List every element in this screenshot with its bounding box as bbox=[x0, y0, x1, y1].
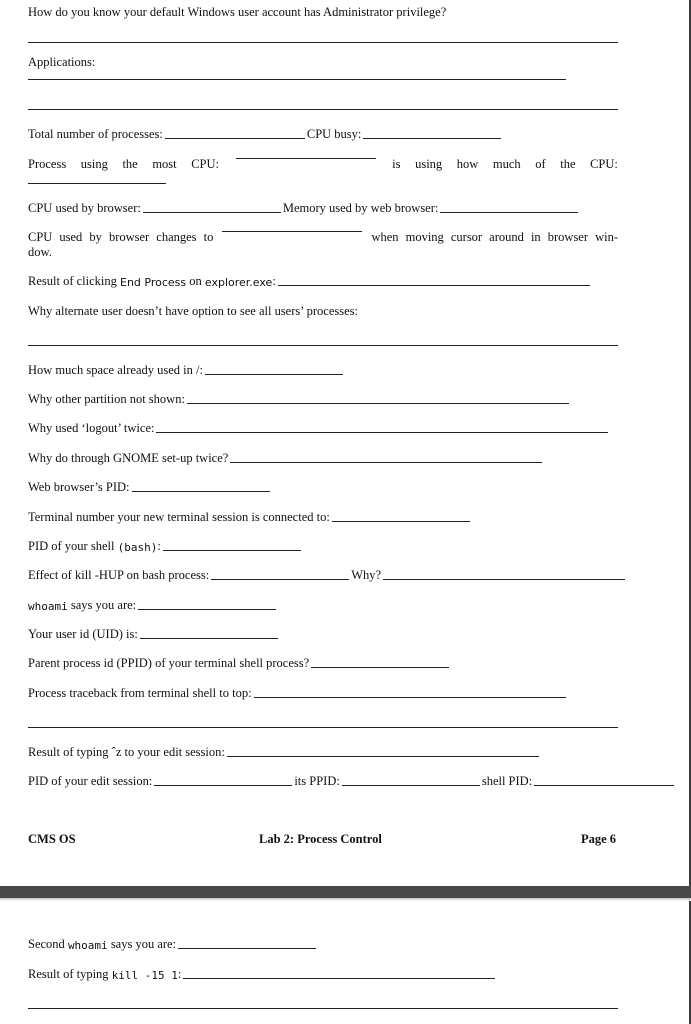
row-traceback bbox=[28, 686, 568, 701]
footer-lab-title: Lab 2: Process Control bbox=[259, 832, 382, 846]
answer-blank-whoami bbox=[138, 608, 276, 610]
question-edit-pid: PID of your edit session: bbox=[28, 774, 153, 788]
colon: : bbox=[177, 967, 182, 981]
answer-line-traceback-2 bbox=[28, 727, 618, 728]
question-logout-twice: Why used ‘logout’ twice: bbox=[28, 421, 155, 435]
kill-code: kill -15 1 bbox=[111, 969, 178, 982]
row-second-whoami bbox=[28, 937, 318, 952]
word: Process bbox=[28, 157, 67, 171]
word: around bbox=[489, 230, 524, 244]
question-cpu-changes-continuation: dow. bbox=[28, 245, 52, 259]
question-memory-browser: Memory used by web browser: bbox=[282, 201, 439, 215]
row-shell-pid bbox=[28, 539, 303, 554]
row-cpu-browser bbox=[28, 201, 580, 216]
answer-line-kill-15-2 bbox=[28, 1008, 618, 1009]
word: much bbox=[492, 157, 521, 171]
row-browser-pid bbox=[28, 480, 272, 495]
question-end-process-on: on bbox=[189, 274, 202, 288]
word: CPU: bbox=[590, 157, 618, 171]
question-applications: Applications: bbox=[28, 55, 96, 69]
answer-line-admin bbox=[28, 42, 618, 43]
row-kill-15 bbox=[28, 967, 497, 982]
row-whoami bbox=[28, 598, 278, 613]
answer-blank-process-most-cpu bbox=[236, 157, 376, 159]
question-ppid: Parent process id (PPID) of your terminal shell process? bbox=[28, 656, 310, 670]
row-logout-twice bbox=[28, 421, 610, 436]
word: changes bbox=[156, 230, 197, 244]
question-kill-hup: Effect of kill -HUP on bash process: bbox=[28, 568, 210, 582]
question-traceback: Process traceback from terminal shell to top: bbox=[28, 686, 252, 700]
question-admin-privilege: How do you know your default Windows user account has Administrator privilege? bbox=[28, 5, 447, 19]
bash-code: (bash) bbox=[117, 541, 158, 554]
word: when bbox=[371, 230, 399, 244]
colon: : bbox=[157, 539, 161, 553]
answer-blank-ppid bbox=[311, 666, 449, 668]
row-process-most-cpu bbox=[28, 157, 618, 172]
whoami-code: whoami bbox=[28, 600, 68, 613]
document-page-7 bbox=[0, 898, 691, 1024]
row-cpu-changes bbox=[28, 230, 618, 245]
row-edit-pid bbox=[28, 774, 676, 789]
row-space-used bbox=[28, 363, 345, 378]
question-shell-pid-prefix: PID of your shell bbox=[28, 539, 115, 553]
word: using bbox=[80, 157, 108, 171]
question-terminal-number: Terminal number your new terminal session is connected to: bbox=[28, 510, 330, 524]
word: used bbox=[59, 230, 83, 244]
word: CPU bbox=[28, 230, 53, 244]
end-process-code: End Process bbox=[120, 276, 187, 289]
word: of bbox=[535, 157, 546, 171]
answer-blank-edit-pid bbox=[154, 784, 292, 786]
row-uid bbox=[28, 627, 280, 642]
word: how bbox=[456, 157, 479, 171]
row-terminal-number bbox=[28, 510, 472, 525]
footer-course: CMS OS bbox=[28, 832, 76, 846]
answer-blank-ctrl-z bbox=[227, 755, 539, 757]
whoami-code: whoami bbox=[67, 939, 108, 952]
question-space-used: How much space already used in /: bbox=[28, 363, 203, 377]
row-gnome bbox=[28, 451, 544, 466]
answer-blank-shell-pid-2 bbox=[534, 784, 674, 786]
row-ppid bbox=[28, 656, 451, 671]
question-its-ppid: its PPID: bbox=[294, 774, 340, 788]
question-cpu-browser: CPU used by browser: bbox=[28, 201, 141, 215]
answer-blank-total-processes bbox=[165, 137, 305, 139]
answer-blank-shell-pid bbox=[163, 549, 301, 551]
question-gnome: Why do through GNOME set-up twice? bbox=[28, 451, 229, 465]
question-alternate-user: Why alternate user doesn’t have option to see all users’ processes: bbox=[28, 304, 358, 318]
answer-blank-kill-hup bbox=[211, 578, 349, 580]
row-ctrl-z bbox=[28, 745, 541, 760]
answer-blank-traceback bbox=[254, 696, 566, 698]
question-cpu-busy: CPU busy: bbox=[306, 127, 362, 141]
word: moving bbox=[405, 230, 444, 244]
answer-blank-memory-browser bbox=[440, 211, 578, 213]
word: to bbox=[203, 230, 214, 244]
page-separator-shadow bbox=[0, 898, 691, 901]
page-separator bbox=[0, 886, 691, 898]
word: the bbox=[122, 157, 138, 171]
answer-blank-space-used bbox=[205, 373, 343, 375]
answer-blank-logout-twice bbox=[156, 431, 608, 433]
answer-blank-its-ppid bbox=[342, 784, 480, 786]
colon: : bbox=[272, 274, 276, 288]
answer-line-applications bbox=[28, 79, 566, 80]
word: browser bbox=[108, 230, 150, 244]
word: the bbox=[560, 157, 576, 171]
answer-blank-kill-15 bbox=[183, 977, 495, 979]
row-end-process bbox=[28, 274, 592, 289]
word: browser bbox=[547, 230, 589, 244]
answer-blank-uid bbox=[140, 637, 278, 639]
answer-line-alternate-user bbox=[28, 345, 618, 346]
word: cursor bbox=[450, 230, 483, 244]
question-total-processes: Total number of processes: bbox=[28, 127, 163, 141]
question-other-partition: Why other partition not shown: bbox=[28, 392, 185, 406]
word: most bbox=[152, 157, 177, 171]
answer-line-applications-2 bbox=[28, 109, 618, 110]
question-browser-pid: Web browser’s PID: bbox=[28, 480, 130, 494]
answer-line-cpu-percent bbox=[28, 183, 166, 184]
answer-blank-terminal-number bbox=[332, 520, 470, 522]
word: win- bbox=[595, 230, 618, 244]
word: CPU: bbox=[191, 157, 219, 171]
question-second-whoami: says you are: bbox=[110, 937, 177, 951]
question-ctrl-z: Result of typing ˆz to your edit session: bbox=[28, 745, 225, 759]
explorer-exe-filename: explorer.exe bbox=[204, 276, 273, 289]
footer-page-number: Page 6 bbox=[581, 832, 617, 846]
question-shell-pid-2: shell PID: bbox=[481, 774, 533, 788]
word: is bbox=[392, 157, 401, 171]
answer-blank-why bbox=[383, 578, 625, 580]
word: using bbox=[415, 157, 443, 171]
question-kill-prefix: Result of typing bbox=[28, 967, 109, 981]
question-uid: Your user id (UID) is: bbox=[28, 627, 138, 641]
question-why: Why? bbox=[351, 568, 382, 582]
answer-blank-end-process bbox=[278, 284, 590, 286]
answer-blank-cpu-browser bbox=[143, 211, 281, 213]
row-total-processes bbox=[28, 127, 503, 142]
row-other-partition bbox=[28, 392, 571, 407]
question-second-whoami-prefix: Second bbox=[28, 937, 65, 951]
question-whoami: says you are: bbox=[70, 598, 137, 612]
answer-blank-other-partition bbox=[187, 402, 569, 404]
question-end-process-prefix: Result of clicking bbox=[28, 274, 117, 288]
answer-blank-gnome bbox=[230, 461, 542, 463]
answer-blank-browser-pid bbox=[132, 490, 270, 492]
row-kill-hup bbox=[28, 568, 627, 583]
answer-blank-cpu-changes bbox=[222, 230, 362, 232]
word: by bbox=[89, 230, 102, 244]
answer-blank-second-whoami bbox=[178, 947, 316, 949]
word: in bbox=[530, 230, 541, 244]
answer-blank-cpu-busy bbox=[363, 137, 501, 139]
